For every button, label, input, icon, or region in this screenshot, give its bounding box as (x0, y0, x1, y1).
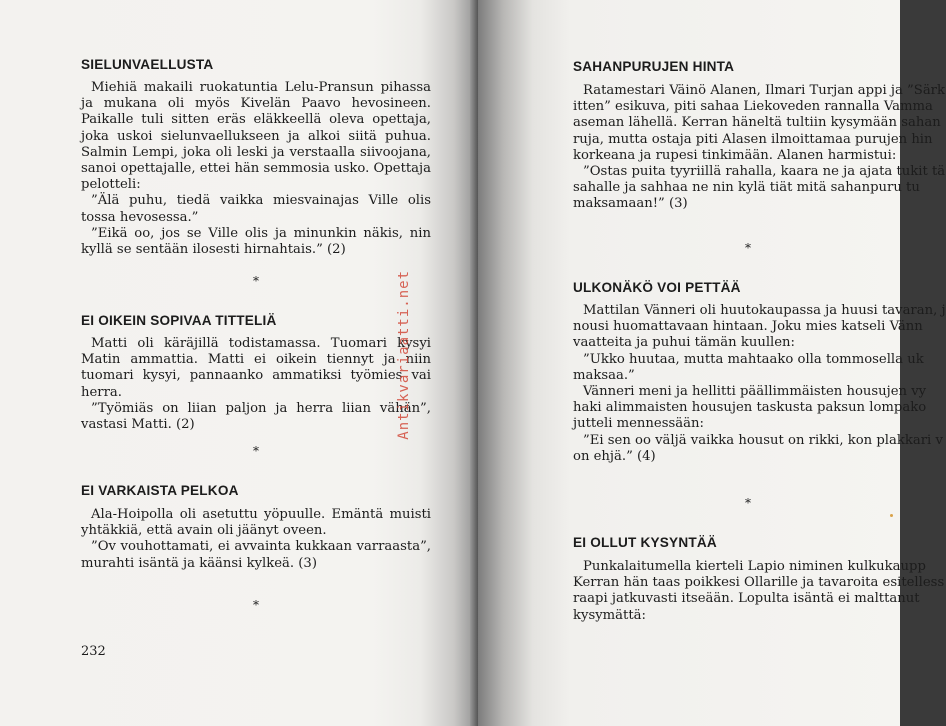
text-line: vaatteita ja puhui tämän kuullen: (573, 335, 795, 351)
paragraph: ”Älä puhu, tiedä vaikka miesvainajas Ville olis tossa hevosessa.” (81, 193, 431, 225)
paragraph: ”Työmiäs on liian paljon ja herra liian vähän”, vastasi Matti. (2) (81, 400, 431, 433)
story-titteli (81, 336, 431, 433)
text-line: sahalle ja sahhaa ne nin kylä tiät mitä sahanpuru tu (573, 180, 920, 196)
text-line: Ratamestari Väinö Alanen, Ilmari Turjan appi ja ”Särk (583, 83, 945, 98)
text-line: korkeana ja rupesi tinkimään. Alanen harmistui: (573, 147, 897, 163)
paragraph: ”Ov vouhottamati, ei avvainta kukkaan varraasta”, murahti isäntä ja käänsi kylkeä. (3) (81, 539, 431, 571)
story-varkaista (81, 507, 431, 572)
story-kysyntaa (573, 559, 945, 624)
separator-star: * (745, 496, 751, 510)
text-line: Punkalaitumella kierteli Lapio niminen kulkukaupp (583, 559, 926, 574)
text-line: ruja, mutta ostaja piti Alasen ilmoittamaa purujen hin (573, 131, 933, 147)
text-line: nousi huomattavaan hintaan. Joku mies katseli Vänn (573, 319, 923, 335)
text-line: Mattilan Vänneri oli huutokaupassa ja huusi tavaran, j (583, 303, 946, 318)
heading-sahanpurujen-hinta: SAHANPURUJEN HINTA (573, 59, 735, 74)
right-page (478, 0, 946, 726)
paragraph: Matti oli käräjillä todistamassa. Tuomari kysyi Matin ammattia. Matti ei oikein tiennyt ja niin tuomari kysyi, pannaanko ammatiksi työmies vai herra. (81, 336, 431, 400)
text-line: maksaa.” (573, 367, 635, 383)
text-line: on ehjä.” (4) (573, 448, 656, 464)
paragraph: Miehiä makaili ruokatuntia Lelu-Pransun pihassa ja mukana oli myös Kivelän Paavo hevosineen. Paikalle tuli sitten eräs eläkkeellä oleva opettaja, joka uskoi sielunvaellukseen ja alkoi siitä puhua. Salmin Lempi, joka oli leski ja verstaalla siivoojana, sanoi opettajalle, ettei hän semmosia usko. Opettaja pelotteli: (81, 80, 431, 193)
separator-star: * (253, 274, 259, 288)
separator-star: * (745, 241, 751, 255)
separator-star: * (253, 598, 259, 612)
heading-sielunvaellusta: SIELUNVAELLUSTA (81, 57, 214, 72)
paper-speck (890, 514, 893, 517)
text-line: ”Ostas puita tyyriillä rahalla, kaara ne ja ajata tukit tä (583, 164, 946, 180)
text-line: raapi jatkuvasti itseään. Lopulta isäntä ei malttanut (573, 591, 920, 607)
separator-star: * (253, 444, 259, 458)
text-line: kysymättä: (573, 607, 646, 623)
story-ulkonako (573, 303, 946, 465)
heading-ulkonako-voi-pettaa: ULKONÄKÖ VOI PETTÄÄ (573, 280, 741, 295)
text-line: aseman lähellä. Kerran häneltä tultiin kysymään sahan (573, 115, 941, 131)
watermark-text: Antikvariaatti.net (396, 270, 412, 440)
text-line: ”Ukko huutaa, mutta mahtaako olla tommosella uk (583, 351, 924, 367)
text-line: ”Ei sen oo väljä vaikka housut on rikki, kon plakkari v (583, 432, 943, 448)
paragraph: Ala-Hoipolla oli asetuttu yöpuulle. Emäntä muisti yhtäkkiä, että avain oli jäänyt oveen. (81, 507, 431, 539)
text-line: itten” esikuva, piti sahaa Liekoveden rannalla Vamma (573, 99, 933, 115)
text-line: Kerran hän taas poikkesi Ollarille ja tavaroita esitelless (573, 575, 945, 591)
heading-ei-oikein-sopivaa-titteli: EI OIKEIN SOPIVAA TITTELIÄ (81, 313, 277, 328)
story-sielunvaellusta (81, 80, 431, 258)
story-sahanpurujen-hinta (573, 83, 946, 213)
text-line: haki alimmaisten housujen taskusta paksun lompako (573, 400, 927, 416)
heading-ei-varkaista-pelkoa: EI VARKAISTA PELKOA (81, 483, 239, 498)
text-line: jutteli mennessään: (573, 416, 704, 432)
page-number: 232 (81, 644, 106, 659)
text-line: maksamaan!” (3) (573, 196, 688, 212)
text-line: Vänneri meni ja hellitti päällimmäisten housujen vy (583, 384, 927, 400)
paragraph: ”Eikä oo, jos se Ville olis ja minunkin näkis, nin kyllä se sentään ilosesti hirnahtais.” (2) (81, 225, 431, 258)
heading-ei-ollut-kysyntaa: EI OLLUT KYSYNTÄÄ (573, 535, 717, 550)
